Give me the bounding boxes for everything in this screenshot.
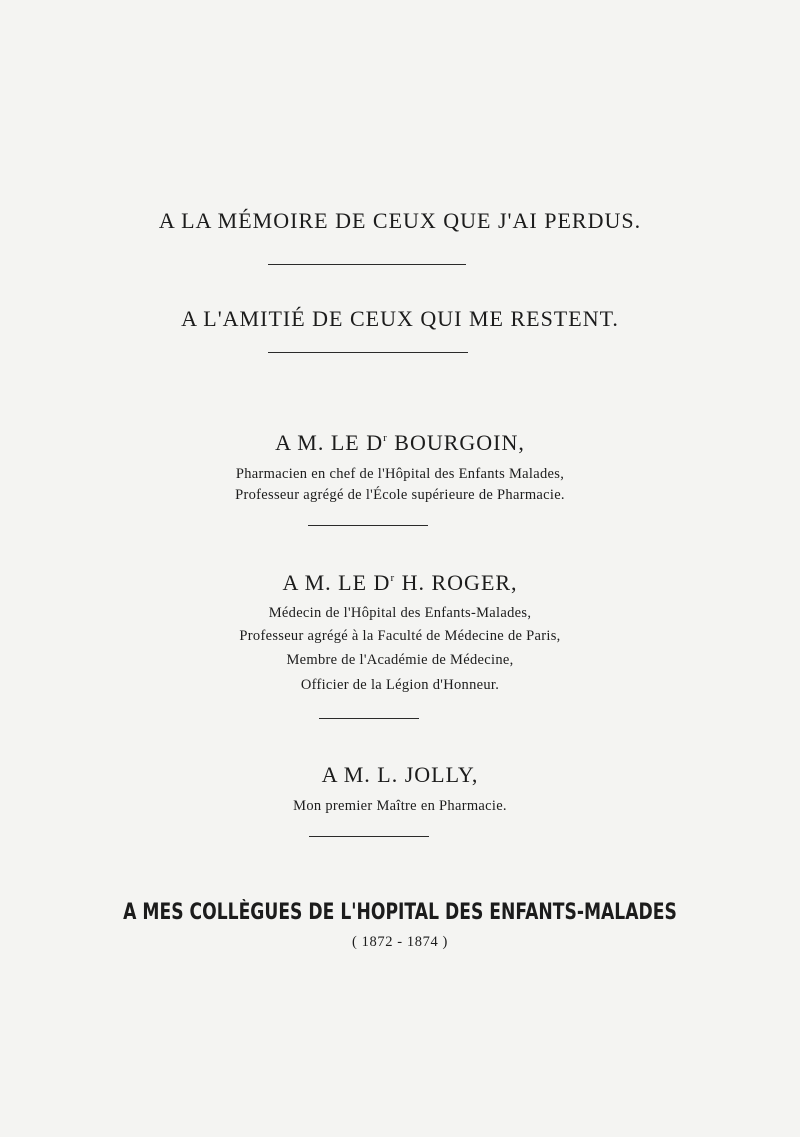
roger-surname: H. ROGER,	[401, 570, 518, 595]
divider-rule	[319, 718, 419, 719]
divider-rule	[268, 352, 468, 353]
bourgoin-line-2: Professeur agrégé de l'École supérieure de Pharmacie.	[235, 487, 565, 503]
divider-rule	[309, 836, 429, 837]
colleagues-title: A MES COLLÈGUES DE L'HOPITAL DES ENFANTS-MALADES	[123, 900, 677, 925]
bourgoin-sup: r	[383, 432, 388, 444]
jolly-name: A M. L. JOLLY,	[321, 762, 479, 787]
jolly-line-1: Mon premier Maître en Pharmacie.	[293, 798, 507, 814]
bourgoin-surname: BOURGOIN,	[394, 430, 525, 455]
dedication-memoire: A LA MÉMOIRE DE CEUX QUE J'AI PERDUS.	[158, 208, 642, 233]
roger-sup: r	[390, 572, 396, 584]
roger-line-4: Officier de la Légion d'Honneur.	[300, 677, 500, 693]
bourgoin-prefix: A M. LE D	[275, 430, 384, 455]
bourgoin-name	[0, 430, 800, 456]
roger-line-3: Membre de l'Académie de Médecine,	[286, 652, 514, 668]
bourgoin-line-1: Pharmacien en chef de l'Hôpital des Enfants Malades,	[235, 466, 565, 482]
divider-rule	[308, 525, 428, 526]
colleagues-years: ( 1872 - 1874 )	[352, 934, 448, 950]
roger-line-2: Professeur agrégé à la Faculté de Médecine de Paris,	[239, 628, 561, 644]
dedication-amitie: A L'AMITIÉ DE CEUX QUI ME RESTENT.	[181, 306, 619, 331]
divider-rule	[268, 264, 466, 265]
roger-name	[0, 570, 800, 596]
roger-line-1: Médecin de l'Hôpital des Enfants-Malades,	[268, 605, 532, 621]
roger-prefix: A M. LE D	[282, 570, 391, 595]
